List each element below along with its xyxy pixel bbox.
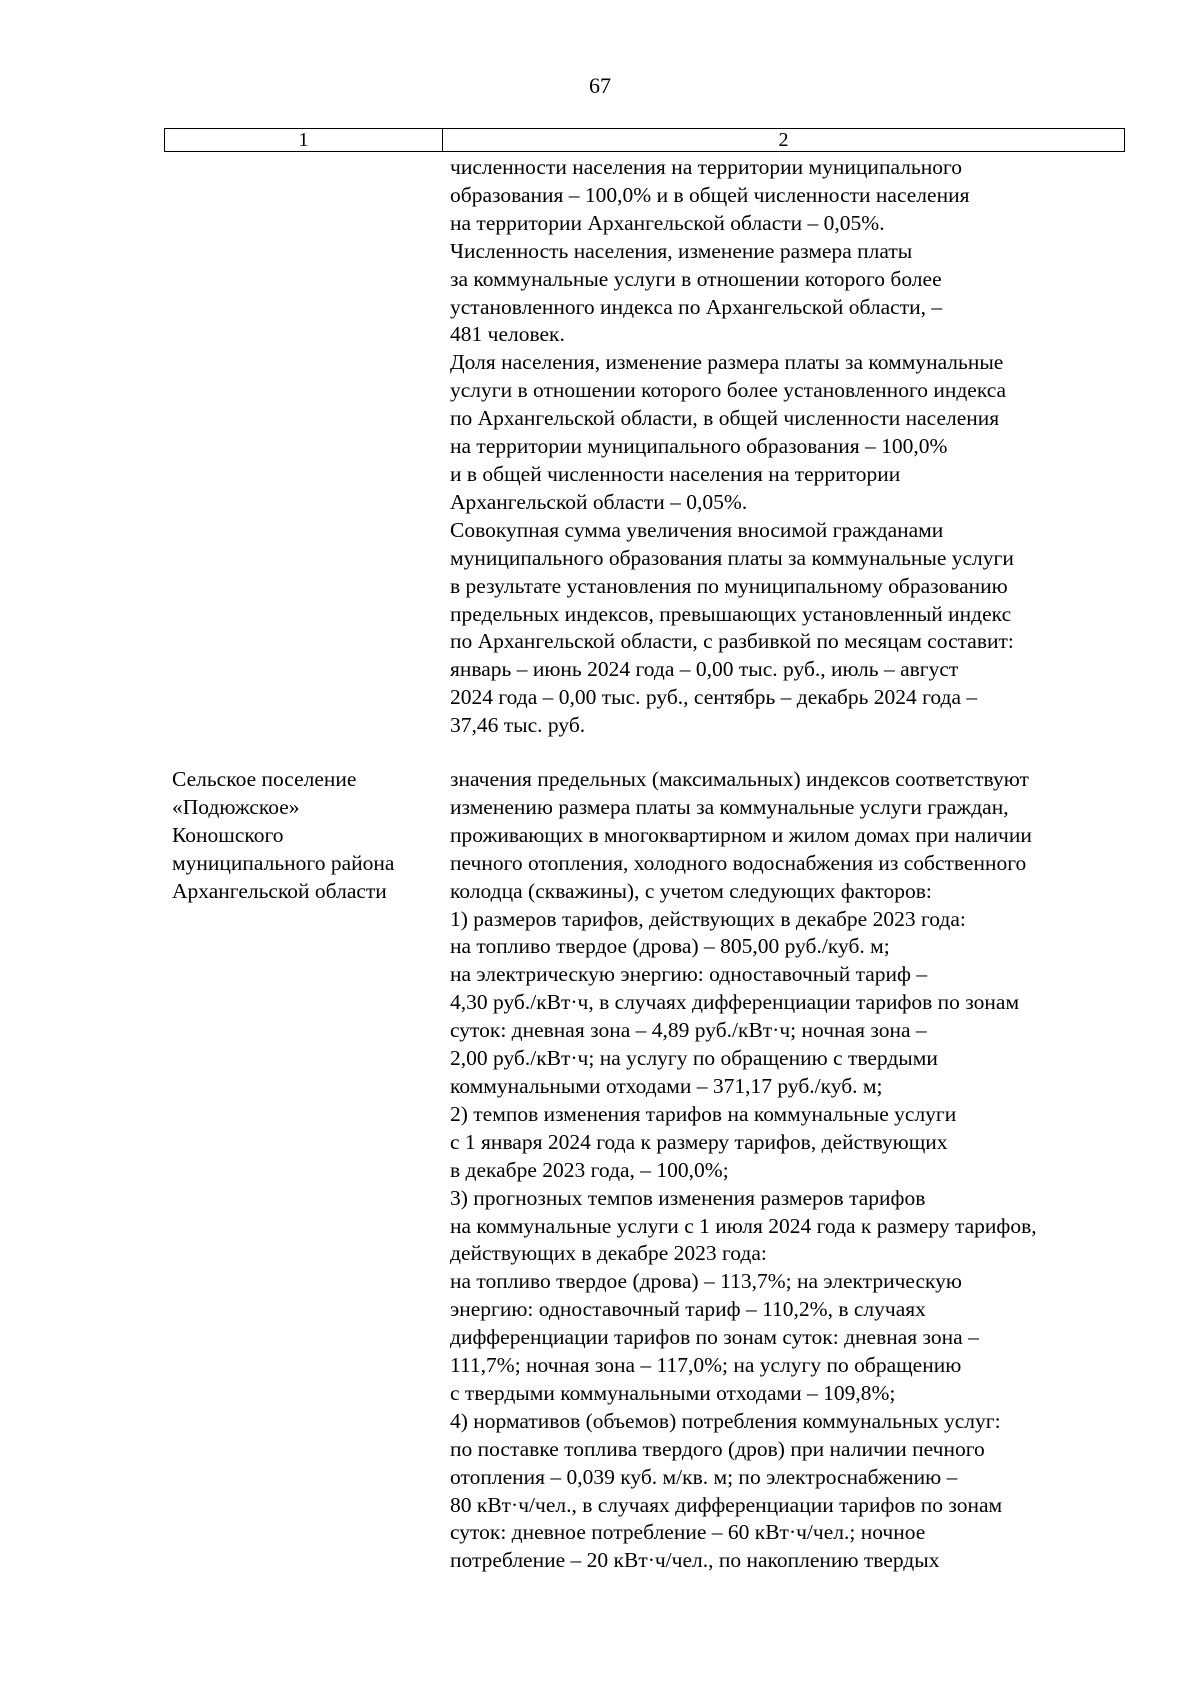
description-line: коммунальными отходами – 371,17 руб./куб. м; <box>450 1073 883 1098</box>
description-line: на топливо твердое (дрова) – 805,00 руб./куб. м; <box>450 934 890 959</box>
text-line: 481 человек. <box>450 322 565 347</box>
description-line: энергию: одноставочный тариф – 110,2%, в случаях <box>450 1297 926 1322</box>
text-line: 2024 года – 0,00 тыс. руб., сентябрь – декабрь 2024 года – <box>450 685 978 710</box>
text-line: за коммунальные услуги в отношении которого более <box>450 266 942 291</box>
description-line: на электрическую энергию: одноставочный тариф – <box>450 962 928 987</box>
entry-name-line: муниципального района <box>172 850 395 875</box>
text-line: муниципального образования платы за коммунальные услуги <box>450 545 1014 570</box>
description-line: изменению размера платы за коммунальные услуги граждан, <box>450 794 1009 819</box>
description-line: 2) темпов изменения тарифов на коммунальные услуги <box>450 1101 957 1126</box>
description-line: на коммунальные услуги с 1 июля 2024 года к размеру тарифов, <box>450 1213 1037 1238</box>
description-line: потребление – 20 кВт·ч/чел., по накоплению твердых <box>450 1548 940 1573</box>
description-line: по поставке топлива твердого (дров) при наличии печного <box>450 1436 985 1461</box>
description-line: 2,00 руб./кВт·ч; на услугу по обращению с твердыми <box>450 1046 938 1071</box>
description-line: суток: дневная зона – 4,89 руб./кВт·ч; ночная зона – <box>450 1018 927 1043</box>
entry-name-line: Коношского <box>172 822 284 847</box>
text-line: предельных индексов, превышающих установленный индекс <box>450 601 1012 626</box>
description-line: в декабре 2023 года, – 100,0%; <box>450 1157 729 1182</box>
text-line: Численность населения, изменение размера платы <box>450 238 913 263</box>
text-line: в результате установления по муниципальному образованию <box>450 573 1008 598</box>
text-line: по Архангельской области, с разбивкой по месяцам составит: <box>450 629 1014 654</box>
description-line: 3) прогнозных темпов изменения размеров тарифов <box>450 1185 926 1210</box>
description-line: 4,30 руб./кВт·ч, в случаях дифференциации тарифов по зонам <box>450 990 1020 1015</box>
page-number: 67 <box>589 73 611 98</box>
description-line: 1) размеров тарифов, действующих в декабре 2023 года: <box>450 906 966 931</box>
continued-text-block <box>450 154 1130 740</box>
description-line: суток: дневное потребление – 60 кВт·ч/чел.; ночное <box>450 1520 926 1545</box>
text-line: на территории муниципального образования – 100,0% <box>450 434 948 459</box>
text-line: по Архангельской области, в общей численности населения <box>450 406 1000 431</box>
description-line: значения предельных (максимальных) индексов соответствуют <box>450 767 1029 791</box>
text-line: на территории Архангельской области – 0,05%. <box>450 210 885 235</box>
text-line: Совокупная сумма увеличения вносимой гражданами <box>450 517 944 542</box>
entry-name-line: Архангельской области <box>172 878 387 903</box>
text-line: и в общей численности населения на территории <box>450 461 901 486</box>
table-header-col1: 1 <box>165 129 443 151</box>
text-line: численности населения на территории муниципального <box>450 155 963 179</box>
entry-name-line: «Подюжское» <box>172 794 300 819</box>
text-line: образования – 100,0% и в общей численности населения <box>450 182 970 207</box>
text-line: Архангельской области – 0,05%. <box>450 489 748 514</box>
description-line: 80 кВт·ч/чел., в случаях дифференциации тарифов по зонам <box>450 1492 1003 1517</box>
description-line: колодца (скважины), с учетом следующих факторов: <box>450 878 932 903</box>
description-line: проживающих в многоквартирном и жилом домах при наличии <box>450 822 1032 847</box>
description-line: с 1 января 2024 года к размеру тарифов, действующих <box>450 1129 948 1154</box>
description-line: печного отопления, холодного водоснабжения из собственного <box>450 850 1027 875</box>
text-line: услуги в отношении которого более установленного индекса <box>450 378 1007 403</box>
text-line: январь – июнь 2024 года – 0,00 тыс. руб., июль – август <box>450 657 959 682</box>
description-line: отопления – 0,039 куб. м/кв. м; по электроснабжению – <box>450 1464 958 1489</box>
entry-description-block <box>450 766 1130 1575</box>
entry-name-block <box>172 766 447 906</box>
description-line: 111,7%; ночная зона – 117,0%; на услугу по обращению <box>450 1353 962 1378</box>
table-header-col2: 2 <box>778 129 789 151</box>
text-line: Доля населения, изменение размера платы за коммунальные <box>450 350 1004 375</box>
text-line: установленного индекса по Архангельской области, – <box>450 294 943 319</box>
description-line: действующих в декабре 2023 года: <box>450 1241 767 1266</box>
description-line: на топливо твердое (дрова) – 113,7%; на электрическую <box>450 1269 962 1294</box>
table-header-row <box>164 128 1125 152</box>
text-line: 37,46 тыс. руб. <box>450 713 586 738</box>
description-line: дифференциации тарифов по зонам суток: дневная зона – <box>450 1325 979 1350</box>
entry-name-line: Сельское поселение <box>172 767 357 791</box>
description-line: с твердыми коммунальными отходами – 109,8%; <box>450 1380 896 1405</box>
description-line: 4) нормативов (объемов) потребления коммунальных услуг: <box>450 1408 1001 1433</box>
